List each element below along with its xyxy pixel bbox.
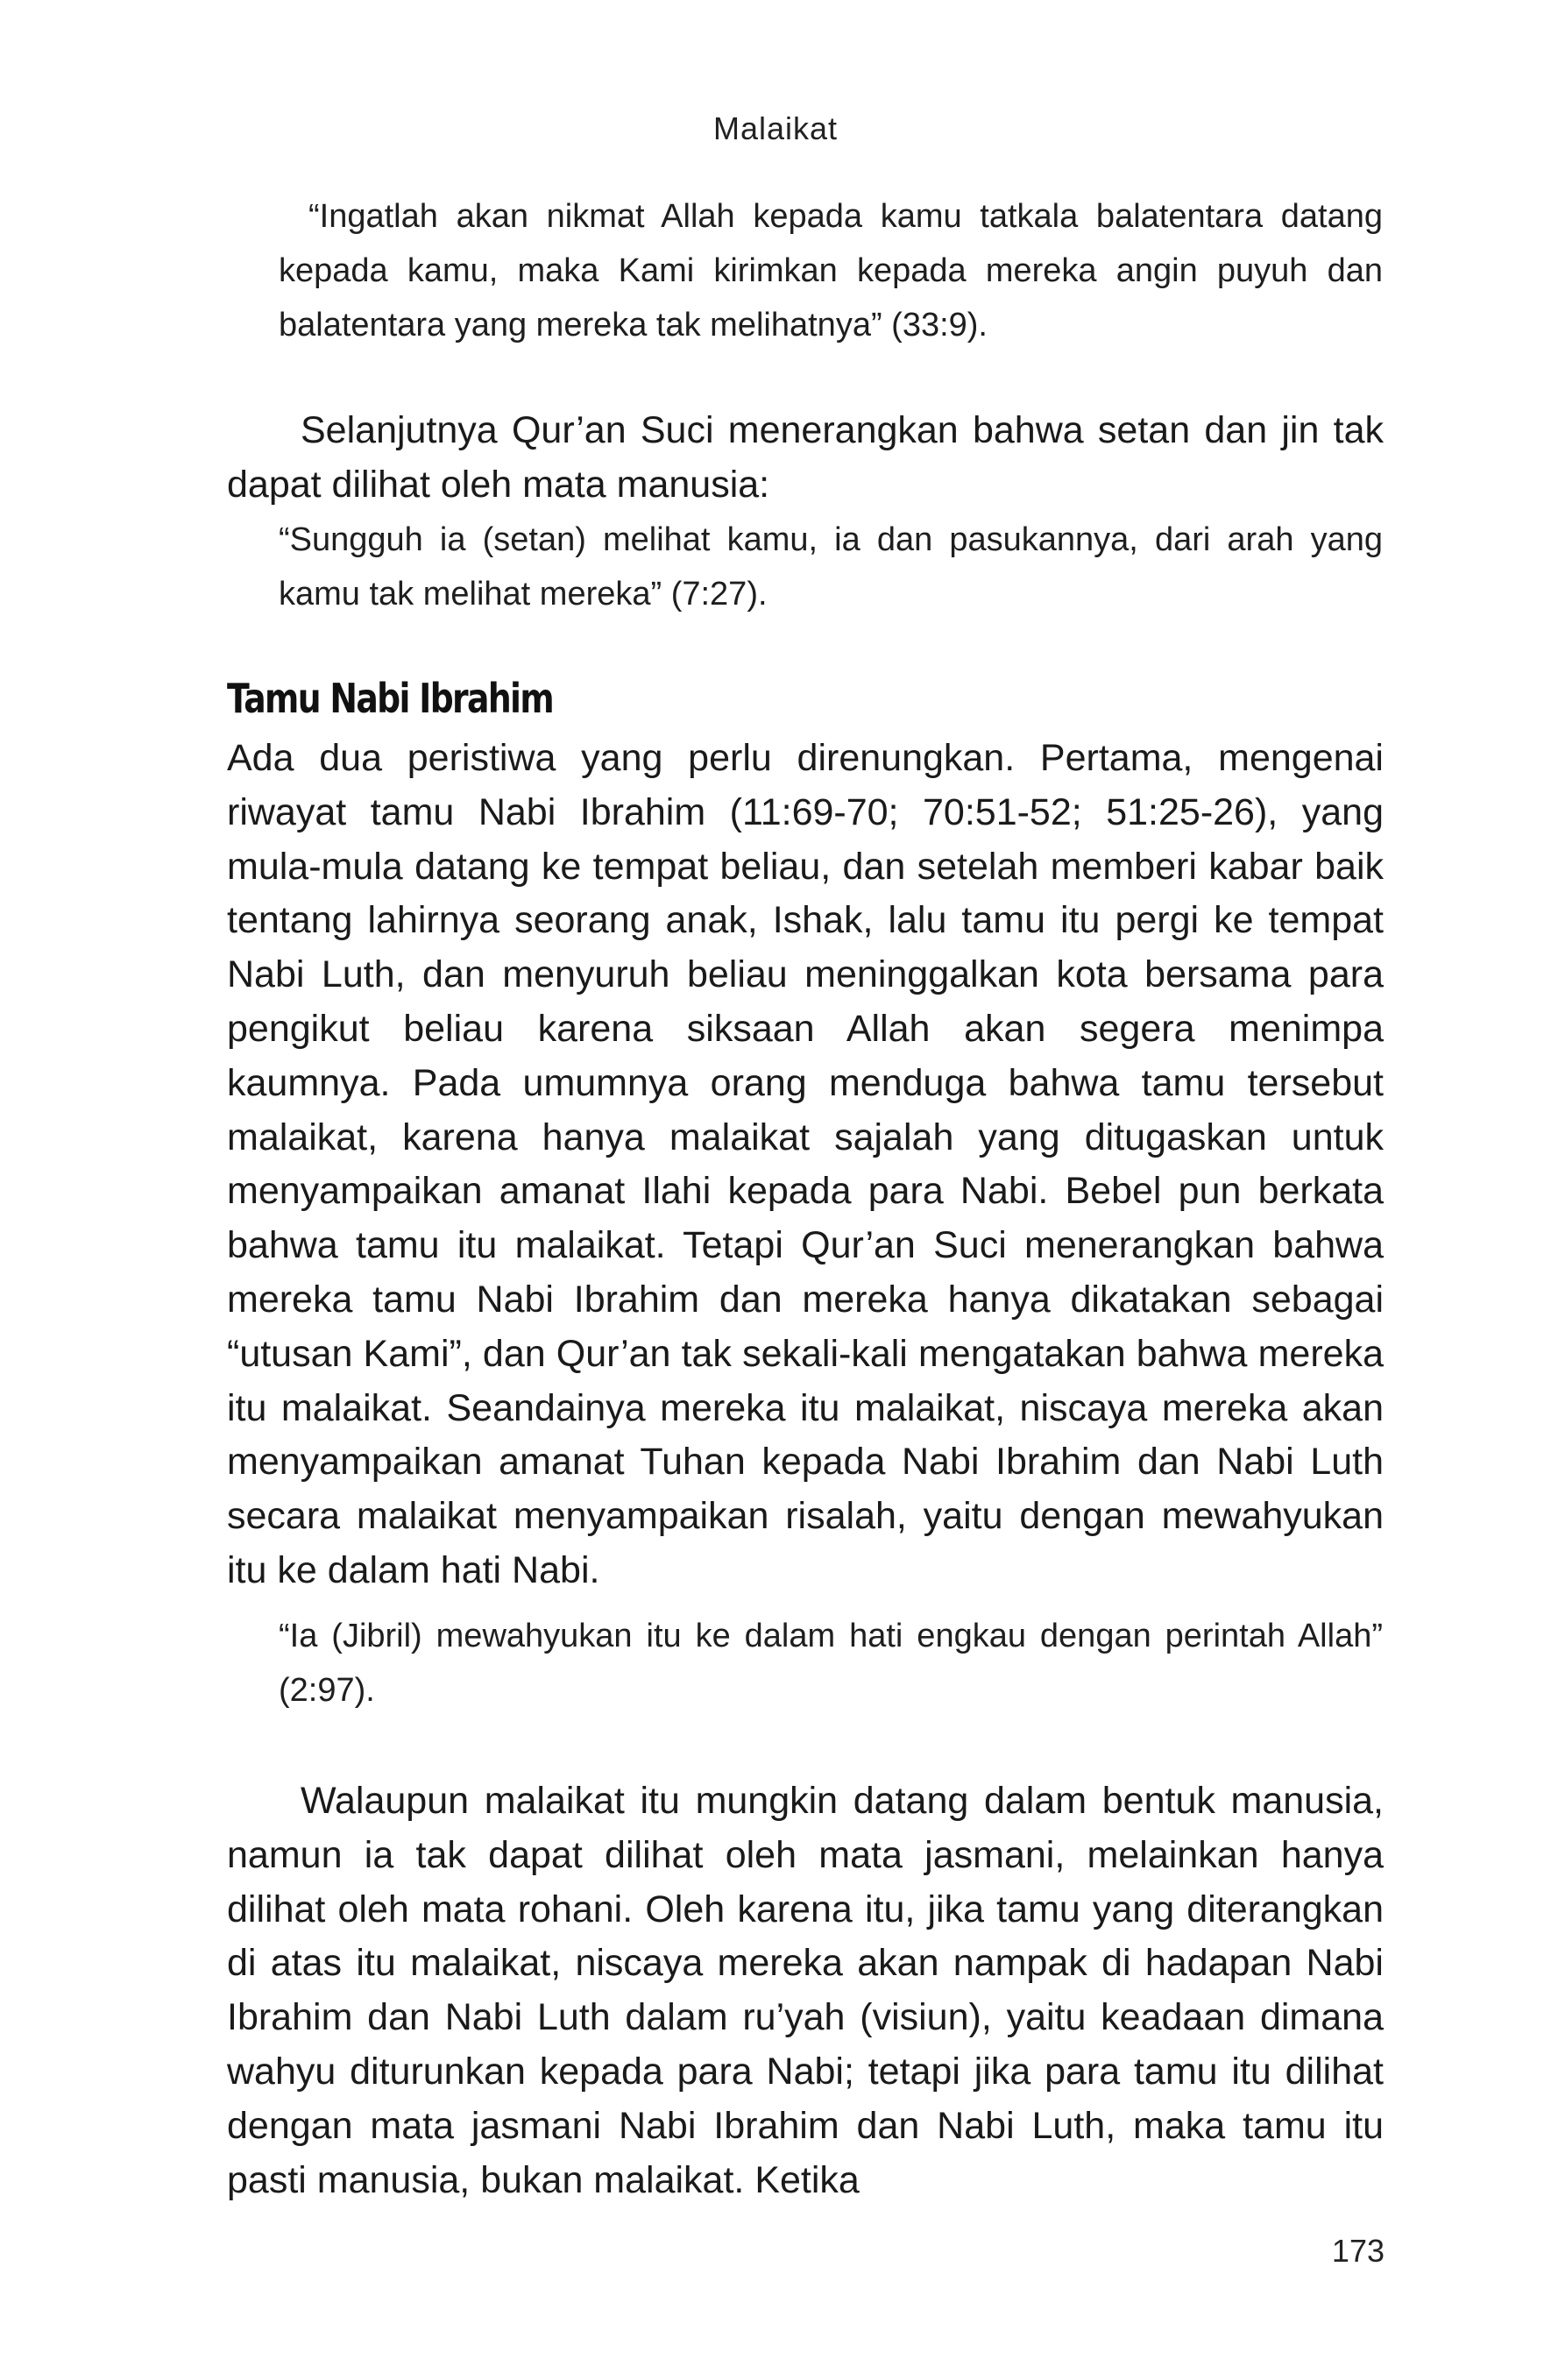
body-paragraph: Walaupun malaikat itu mungkin datang dalam bentuk manusia, namun ia tak dapat dilihat oleh mata jasmani, melainkan hanya dilihat oleh mata rohani. Oleh karena itu, jika tamu yang diterangkan di atas itu malaikat, niscaya mereka akan nampak di hadapan Nabi Ibrahim dan Nabi Luth dalam ru’yah (visiun), yaitu keadaan dimana wahyu diturunkan kepada para Nabi; tetapi jika para tamu itu dilihat dengan mata jasmani Nabi Ibrahim dan Nabi Luth, maka tamu itu pasti manusia, bukan malaikat. Ketika [227, 1780, 1384, 2201]
running-header: Malaikat [712, 110, 839, 146]
body-paragraph: Ada dua peristiwa yang perlu direnungkan. Pertama, mengenai riwayat tamu Nabi Ibrahim (11:69-70; 70:51-52; 51:25-26), yang mula-mula datang ke tempat beliau, dan setelah memberi kabar baik tentang lahirnya seorang anak, Ishak, lalu tamu itu pergi ke tempat Nabi Luth, dan menyuruh beliau meninggalkan kota bersama para pengikut beliau karena siksaan Allah akan segera menimpa kaumnya. Pada umumnya orang menduga bahwa tamu tersebut malaikat, karena hanya malaikat sajalah yang ditugaskan untuk menyampaikan amanat Ilahi kepada para Nabi. Bebel pun berkata bahwa tamu itu malaikat. Tetapi Qur’an Suci menerangkan bahwa mereka tamu Nabi Ibrahim dan mereka hanya dikatakan sebagai “utusan Kami”, dan Qur’an tak sekali-kali mengatakan bahwa mereka itu malaikat. Seandainya mereka itu malaikat, niscaya mereka akan menyampaikan amanat Tuhan kepada Nabi Ibrahim dan Nabi Luth secara malaikat menyampaikan risalah, yaitu dengan mewahyukan itu ke dalam hati Nabi. [227, 737, 1384, 1591]
quote-block: “Ingatlah akan nikmat Allah kepada kamu tatkala balatentara datang kepada kamu, maka Kami kirimkan kepada mereka angin puyuh dan balatentara yang mereka tak melihatnya” (33:9). [279, 198, 1383, 344]
section-heading: Tamu Nabi Ibrahim [227, 675, 553, 722]
quote-block: “Sungguh ia (setan) melihat kamu, ia dan pasukannya, dari arah yang kamu tak melihat mereka” (7:27). [279, 521, 1383, 613]
body-paragraph: Selanjutnya Qur’an Suci menerangkan bahwa setan dan jin tak dapat dilihat oleh mata manusia: [227, 409, 1384, 506]
quote-block: “Ia (Jibril) mewahyukan itu ke dalam hati engkau dengan perintah Allah” (2:97). [279, 1618, 1383, 1709]
page-number: 173 [1331, 2233, 1385, 2269]
